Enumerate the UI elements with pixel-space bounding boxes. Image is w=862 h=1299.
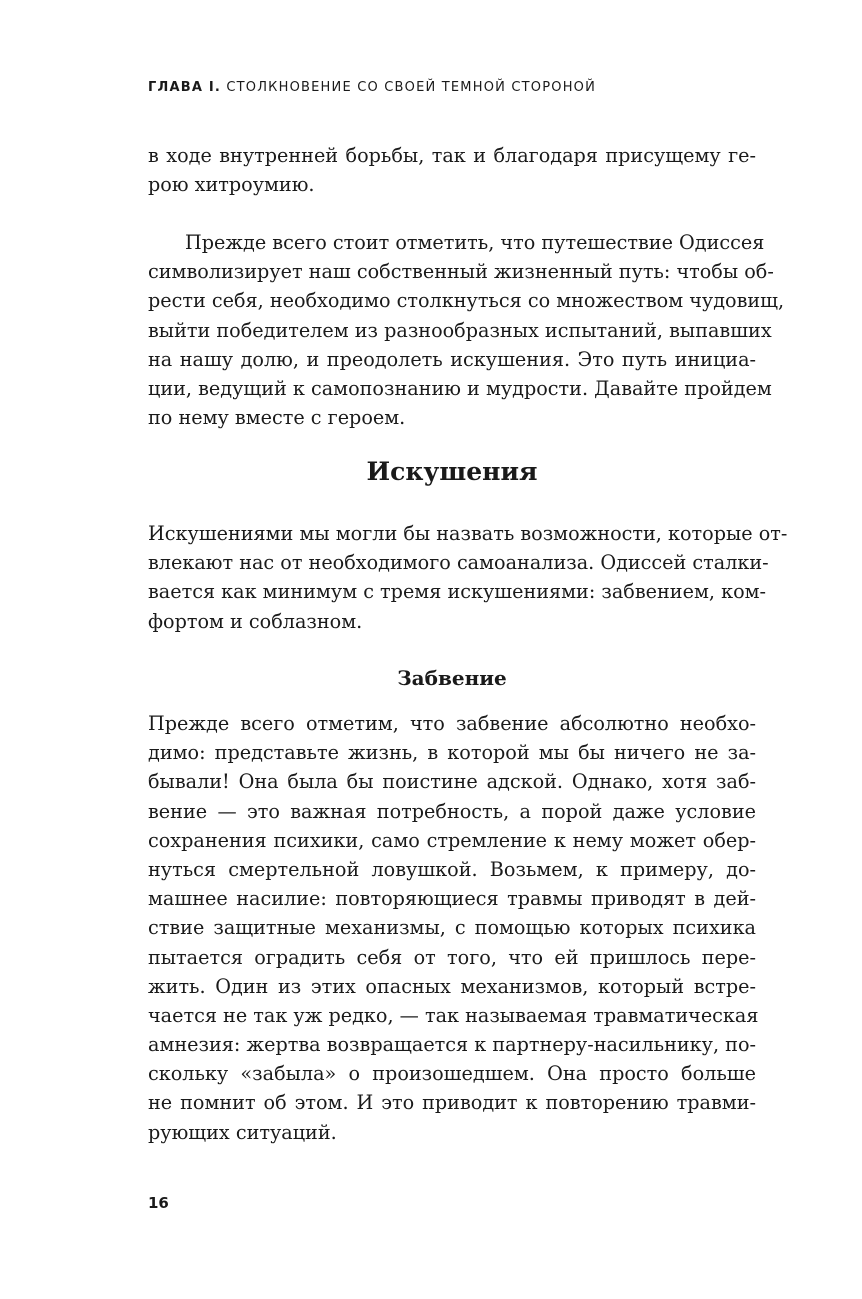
text-line: по нему вместе с героем. xyxy=(148,406,406,430)
text-line: выйти победителем из разнообразных испытаний, выпавших xyxy=(148,318,772,342)
text-line: влекают нас от необходимого самоанализа. Одиссей сталки- xyxy=(148,551,769,575)
text-line: ствие защитные механизмы, с помощью которых психика xyxy=(148,916,756,940)
text-line: бывали! Она была бы поистине адской. Однако, хотя заб- xyxy=(148,770,756,794)
text-line: рующих ситуаций. xyxy=(148,1120,337,1144)
text-line: амнезия: жертва возвращается к партнеру-насильнику, по- xyxy=(148,1033,756,1057)
text-line: Прежде всего стоит отметить, что путешествие Одиссея xyxy=(185,231,765,254)
text-line: не помнит об этом. И это приводит к повторению травми- xyxy=(148,1091,756,1115)
subsection-paragraph xyxy=(148,709,759,1147)
text-line: нуться смертельной ловушкой. Возьмем, к примеру, до- xyxy=(148,857,756,881)
text-line: фортом и соблазном. xyxy=(148,609,363,633)
intro-paragraph-2 xyxy=(148,228,785,432)
text-line: пытается оградить себя от того, что ей пришлось пере- xyxy=(148,945,756,969)
text-line: рести себя, необходимо столкнуться со множеством чудовищ, xyxy=(148,289,785,313)
running-head xyxy=(148,80,596,95)
text-line: ции, ведущий к самопознанию и мудрости. Давайте пройдем xyxy=(148,376,772,400)
intro-paragraph-1 xyxy=(148,141,756,199)
section-paragraph xyxy=(148,519,788,636)
text-line: машнее насилие: повторяющиеся травмы приводят в дей- xyxy=(148,887,756,911)
text-line: димо: представьте жизнь, в которой мы бы ничего не за- xyxy=(148,741,756,765)
text-line: скольку «забыла» о произошедшем. Она просто больше xyxy=(148,1062,756,1086)
text-line: на нашу долю, и преодолеть искушения. Это путь инициа- xyxy=(148,347,756,371)
section-heading: Искушения xyxy=(366,457,538,486)
text-line: Прежде всего отметим, что забвение абсолютно необхо- xyxy=(148,712,756,735)
text-line: чается не так уж редко, — так называемая травматическая xyxy=(148,1003,759,1027)
text-line: Искушениями мы могли бы назвать возможности, которые от- xyxy=(148,522,788,545)
text-line: в ходе внутренней борьбы, так и благодаря присущему ге- xyxy=(148,144,756,167)
chapter-title: СТОЛКНОВЕНИЕ СО СВОЕЙ ТЕМНОЙ СТОРОНОЙ xyxy=(226,80,597,95)
subsection-heading: Забвение xyxy=(397,666,507,690)
text-line: сохранения психики, само стремление к нему может обер- xyxy=(148,828,756,852)
chapter-label: ГЛАВА I. xyxy=(148,80,222,95)
page-number: 16 xyxy=(148,1194,169,1212)
text-line: жить. Один из этих опасных механизмов, который встре- xyxy=(148,974,756,998)
text-line: символизирует наш собственный жизненный путь: чтобы об- xyxy=(148,260,774,284)
text-line: вается как минимум с тремя искушениями: забвением, ком- xyxy=(148,580,767,604)
text-line: рою хитроумию. xyxy=(148,173,315,197)
text-line: вение — это важная потребность, а порой даже условие xyxy=(148,799,756,823)
